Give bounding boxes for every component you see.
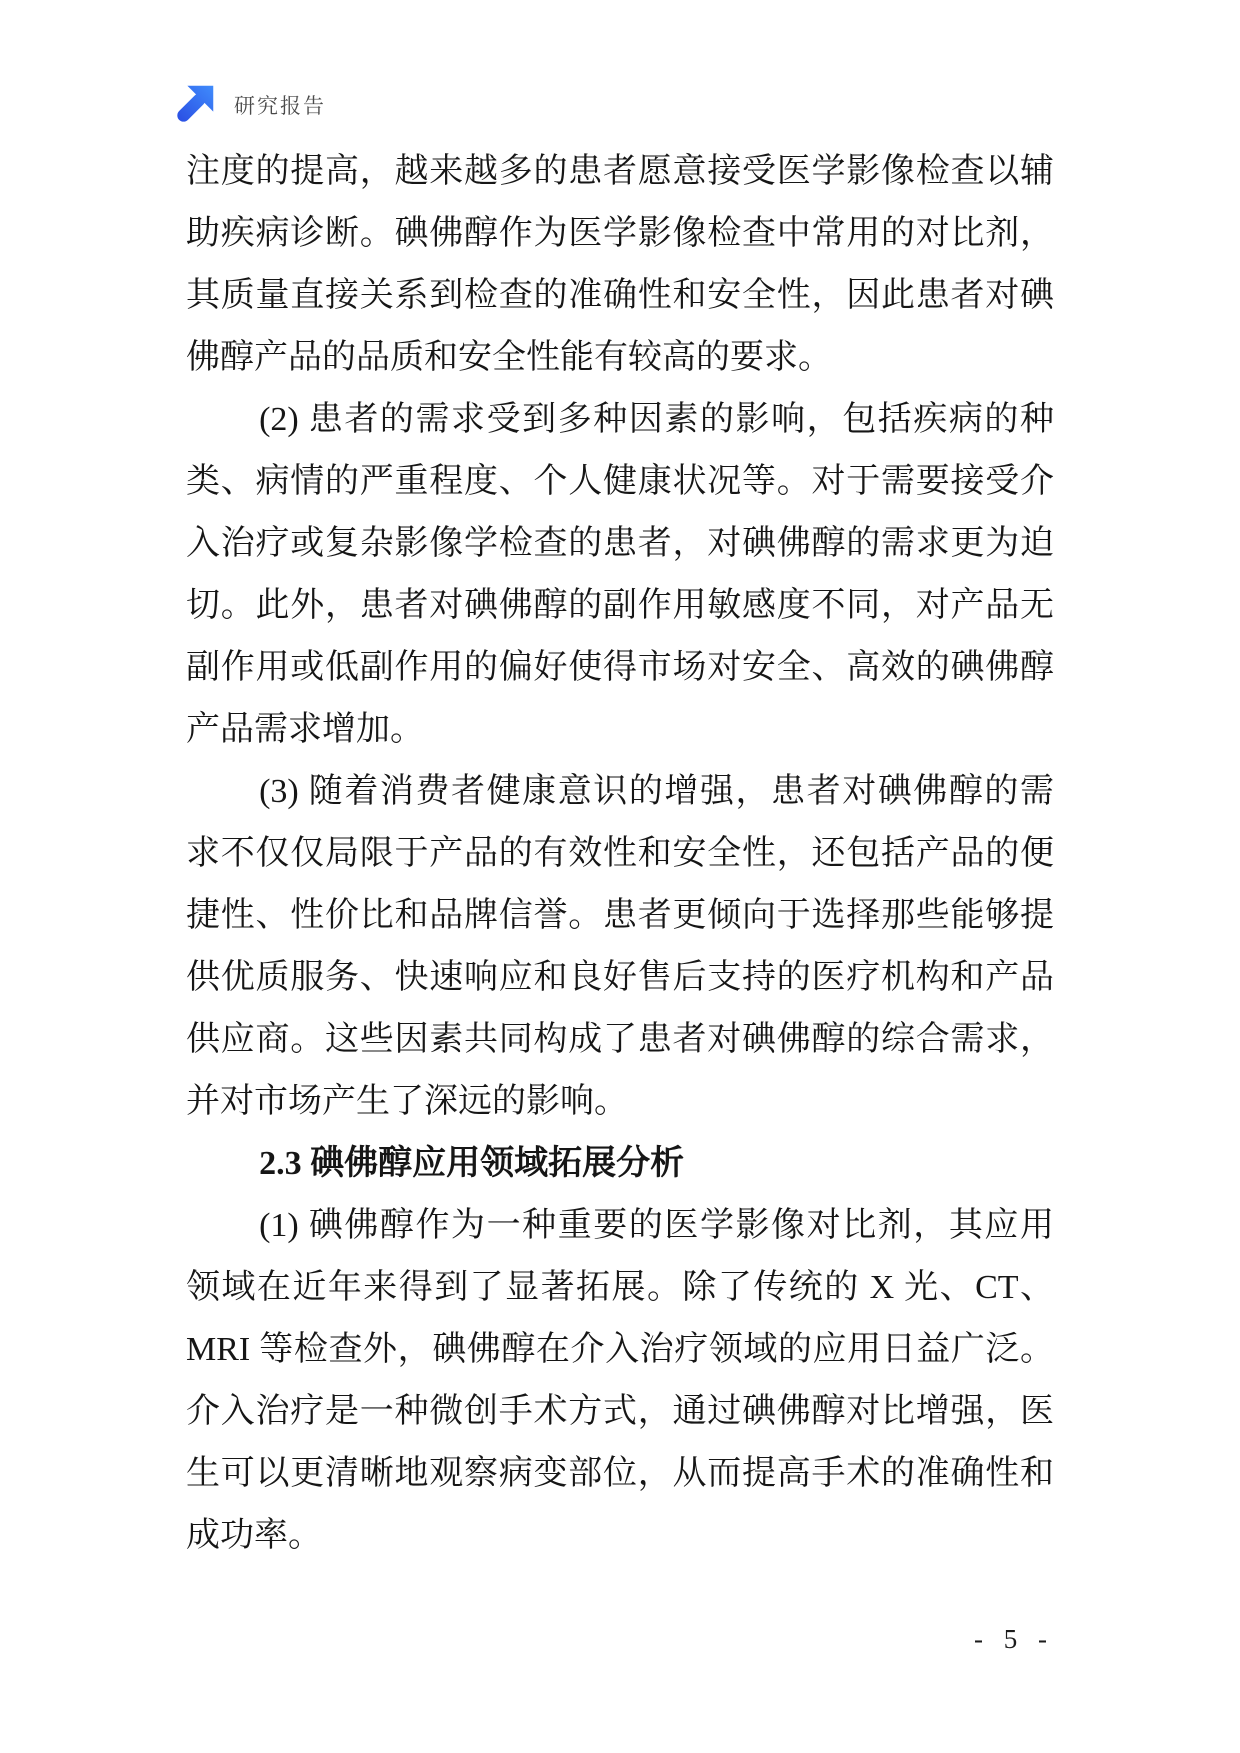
paragraph-demand-factors: (2) 患者的需求受到多种因素的影响，包括疾病的种类、病情的严重程度、个人健康状况等。对于需要接受介入治疗或复杂影像学检查的患者，对碘佛醇的需求更为迫切。此外，患者对碘佛醇的副作用敏感度不同，对产品无副作用或低副作用的偏好使得市场对安全、高效的碘佛醇产品需求增加。 [186,401,1054,748]
paragraph-quality-requirement-continuation: 注度的提高，越来越多的患者愿意接受医学影像检查以辅助疾病诊断。碘佛醇作为医学影像检查中常用的对比剂，其质量直接关系到检查的准确性和安全性，因此患者对碘佛醇产品的品质和安全性能有较高的要求。 [186,153,1054,376]
trend-arrow-icon [173,80,219,126]
section-heading-application-expansion: 2.3 碘佛醇应用领域拓展分析 [259,1145,685,1182]
page-header [173,80,326,126]
paragraph-application-expansion: (1) 碘佛醇作为一种重要的医学影像对比剂，其应用领域在近年来得到了显著拓展。除了传统的 X 光、CT、MRI 等检查外，碘佛醇在介入治疗领域的应用日益广泛。介入治疗是一种微创手术方式，通过碘佛醇对比增强，医生可以更清晰地观察病变部位，从而提高手术的准确性和成功率。 [186,1207,1054,1554]
page-number: - 5 - [974,1624,1054,1654]
page-footer [186,1624,1054,1655]
brand-label: 研究报告 [234,94,326,118]
document-body [186,141,1054,1567]
paragraph-health-awareness: (3) 随着消费者健康意识的增强，患者对碘佛醇的需求不仅仅局限于产品的有效性和安全性，还包括产品的便捷性、性价比和品牌信誉。患者更倾向于选择那些能够提供优质服务、快速响应和良好售后支持的医疗机构和产品供应商。这些因素共同构成了患者对碘佛醇的综合需求，并对市场产生了深远的影响。 [186,773,1054,1120]
